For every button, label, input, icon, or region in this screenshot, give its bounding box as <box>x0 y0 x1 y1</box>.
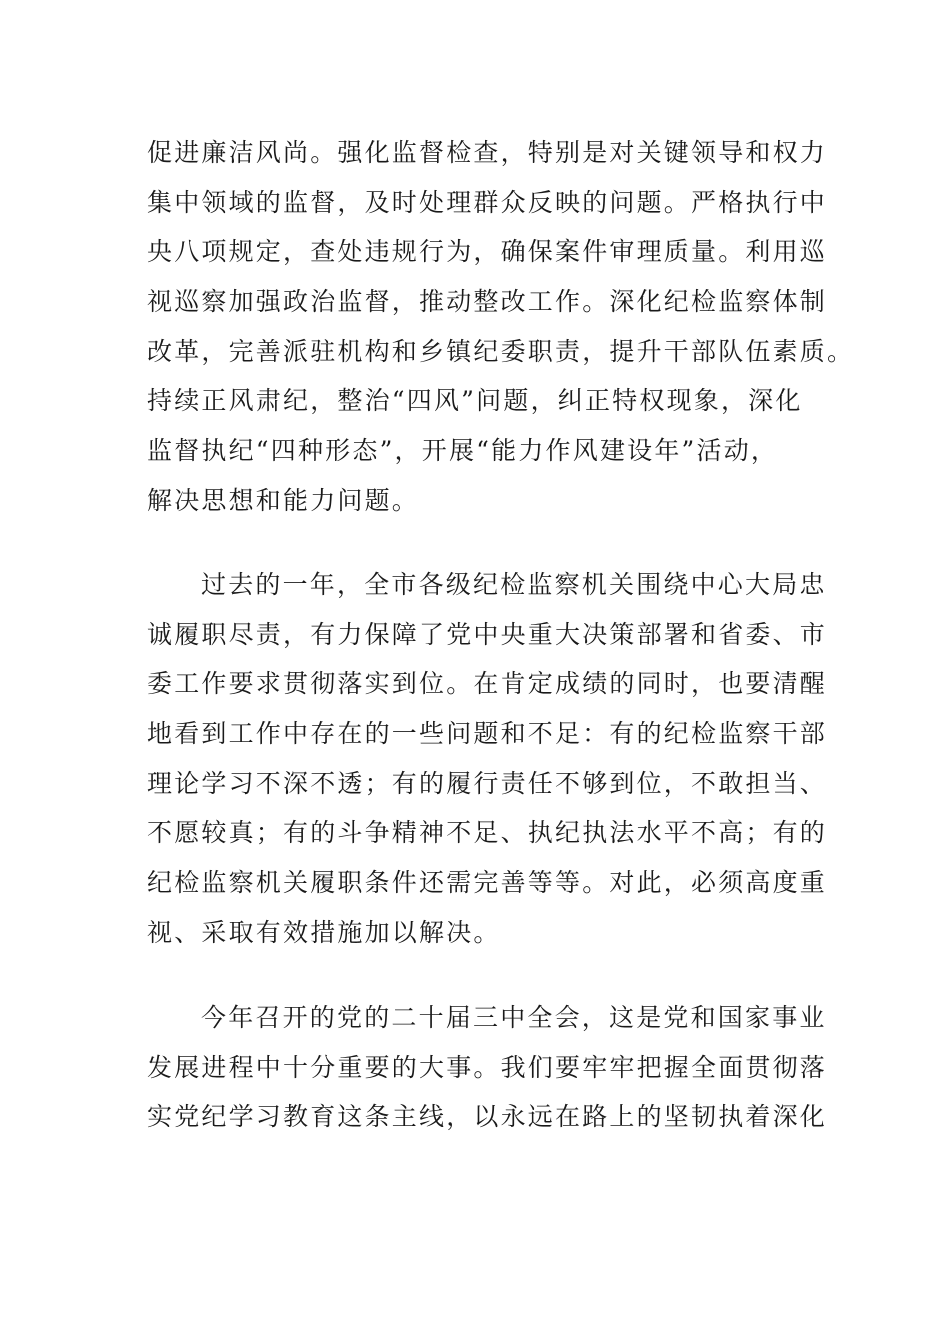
paragraph-line: 解决思想和能力问题。 <box>147 485 420 515</box>
paragraph-line: 理论学习不深不透；有的履行责任不够到位，不敢担当、 <box>147 768 828 798</box>
paragraph-line: 实党纪学习教育这条主线，以永远在路上的坚韧执着深化 <box>147 1102 828 1132</box>
paragraph-line: 视巡察加强政治监督，推动整改工作。深化纪检监察体制 <box>147 287 828 317</box>
paragraph-line: 改革，完善派驻机构和乡镇纪委职责，提升干部队伍素质。 <box>147 336 855 366</box>
paragraph-3 <box>147 993 828 1142</box>
paragraph-line: 监督执纪“四种形态”，开展“能力作风建设年”活动， <box>147 436 779 466</box>
paragraph-1 <box>147 128 855 526</box>
paragraph-line: 今年召开的党的二十届三中全会，这是党和国家事业 <box>201 1003 827 1032</box>
paragraph-line: 央八项规定，查处违规行为，确保案件审理质量。利用巡 <box>147 237 828 267</box>
paragraph-2 <box>147 560 828 958</box>
paragraph-line: 发展进程中十分重要的大事。我们要牢牢把握全面贯彻落 <box>147 1052 828 1082</box>
paragraph-line: 诚履职尽责，有力保障了党中央重大决策部署和省委、市 <box>147 619 828 649</box>
paragraph-line: 集中领域的监督，及时处理群众反映的问题。严格执行中 <box>147 187 828 217</box>
paragraph-line: 地看到工作中存在的一些问题和不足：有的纪检监察干部 <box>147 719 828 749</box>
paragraph-line: 促进廉洁风尚。强化监督检查，特别是对关键领导和权力 <box>147 138 828 167</box>
paragraph-line: 不愿较真；有的斗争精神不足、执纪执法水平不高；有的 <box>147 818 828 848</box>
paragraph-line: 纪检监察机关履职条件还需完善等等。对此，必须高度重 <box>147 868 828 898</box>
paragraph-line: 委工作要求贯彻落实到位。在肯定成绩的同时，也要清醒 <box>147 669 828 699</box>
paragraph-line: 视、采取有效措施加以解决。 <box>147 917 501 947</box>
paragraph-line: 过去的一年，全市各级纪检监察机关围绕中心大局忠 <box>201 570 827 599</box>
paragraph-line: 持续正风肃纪，整治“四风”问题，纠正特权现象，深化 <box>147 386 803 416</box>
